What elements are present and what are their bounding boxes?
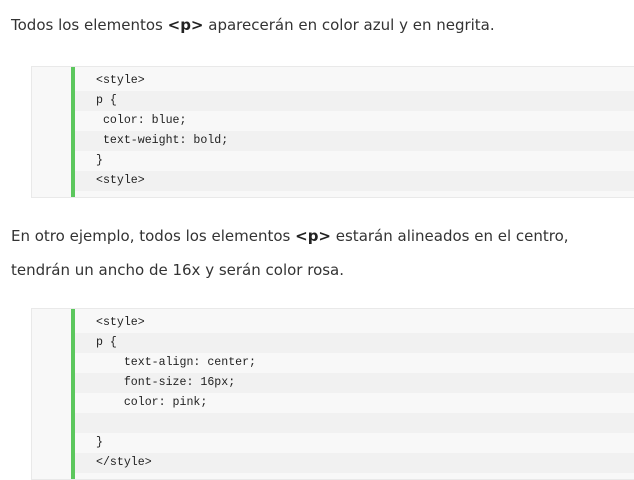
code-line: text-align: center; (96, 356, 257, 369)
inline-tag-p: <p> (167, 16, 204, 34)
paragraph-text: aparecerán en color azul y en negrita. (203, 16, 495, 34)
code-block-1 (31, 66, 634, 198)
code-line: } (96, 436, 103, 449)
code-lines (75, 313, 634, 473)
code-line: <style> (96, 74, 145, 87)
code-lines (75, 71, 634, 191)
code-line: } (96, 154, 103, 167)
paragraph-example (11, 219, 569, 287)
code-line: </style> (75, 453, 634, 473)
code-line: <style> (96, 316, 145, 329)
paragraph-line-2: tendrán un ancho de 16x y serán color rosa. (11, 261, 345, 279)
code-line: color: blue; (96, 114, 187, 127)
code-line: text-weight: bold; (75, 131, 634, 151)
paragraph-line-1 (11, 219, 569, 253)
code-line (75, 413, 634, 433)
paragraph-intro (11, 8, 495, 42)
paragraph-text: En otro ejemplo, todos los elementos (11, 227, 296, 245)
code-line: color: pink; (96, 396, 208, 409)
code-line: <style> (75, 171, 634, 191)
code-line: p { (75, 333, 634, 353)
inline-tag-p: <p> (295, 227, 331, 245)
code-line: p { (75, 91, 634, 111)
code-block-2 (31, 308, 634, 480)
paragraph-text: Todos los elementos (11, 16, 168, 34)
code-line: font-size: 16px; (75, 373, 634, 393)
paragraph-text: estarán alineados en el centro, (331, 227, 569, 245)
